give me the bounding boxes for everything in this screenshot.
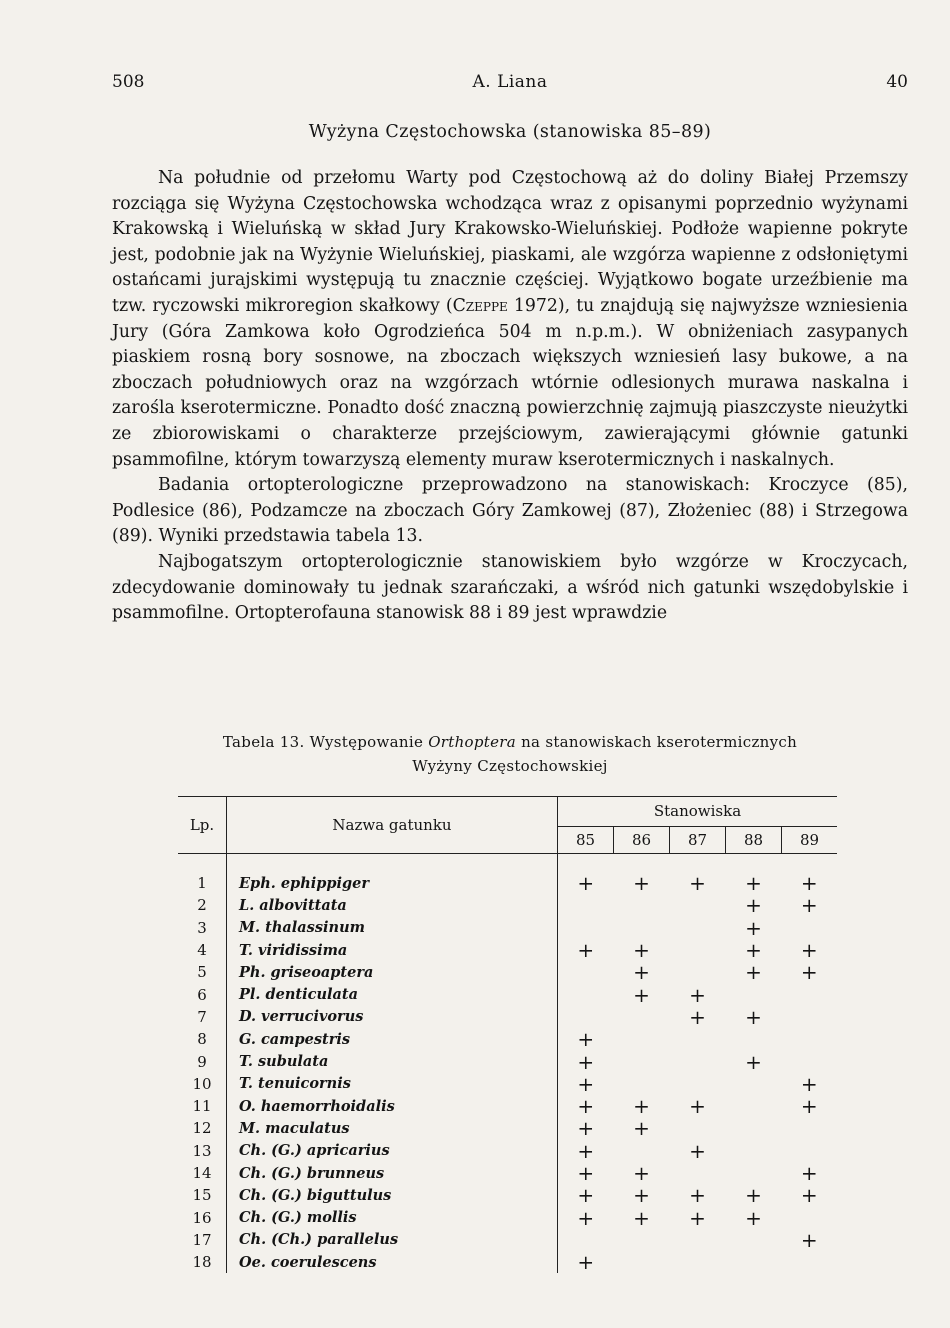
caption-suffix: na stanowiskach kserotermicznych xyxy=(516,733,798,751)
presence-mark: + xyxy=(577,1116,595,1141)
presence-mark: + xyxy=(689,1138,706,1163)
table-row xyxy=(178,872,837,894)
column-header-site: 88 xyxy=(726,826,782,853)
row-number: 14 xyxy=(178,1162,227,1184)
presence-mark: + xyxy=(689,1094,706,1119)
column-header-site: 89 xyxy=(782,826,838,853)
species-name: Ch. (G.) biguttulus xyxy=(227,1184,558,1206)
presence-mark: + xyxy=(633,960,650,985)
table-caption xyxy=(112,730,908,778)
presence-mark: + xyxy=(800,960,818,985)
presence-mark xyxy=(558,983,614,1005)
presence-mark: + xyxy=(577,1250,595,1275)
row-number: 17 xyxy=(178,1229,227,1251)
table-row xyxy=(178,1206,837,1228)
row-number: 4 xyxy=(178,939,227,961)
presence-mark xyxy=(614,1028,670,1050)
presence-mark xyxy=(558,1229,614,1251)
row-number: 8 xyxy=(178,1028,227,1050)
table-row xyxy=(178,1095,837,1117)
presence-mark: + xyxy=(800,1227,818,1252)
species-table xyxy=(178,796,837,1273)
row-number: 13 xyxy=(178,1140,227,1162)
presence-mark: + xyxy=(633,1094,650,1119)
table-row xyxy=(178,1140,837,1162)
presence-mark: + xyxy=(577,938,595,963)
presence-mark xyxy=(670,1229,726,1251)
column-header-site: 86 xyxy=(614,826,670,853)
presence-mark: + xyxy=(745,1004,762,1029)
table-row xyxy=(178,1184,837,1206)
species-name: Eph. ephippiger xyxy=(227,872,558,894)
presence-mark xyxy=(726,1140,782,1162)
presence-mark xyxy=(782,983,838,1005)
presence-mark: + xyxy=(745,893,762,918)
section-title: Wyżyna Częstochowska (stanowiska 85–89) xyxy=(308,122,712,142)
caption-prefix: Tabela 13. Występowanie xyxy=(222,733,429,751)
paragraph-text: Najbogatszym ortopterologicznie stanowiskiem było wzgórze w Kroczycach, zdecydowanie dominowały tu jednak szarańczaki, a wśród nich gatunki wszędobylskie i psammofilne. Ortopterofauna stanowisk 88 i 89 jest wprawdzie xyxy=(112,551,908,624)
body-text xyxy=(112,166,908,627)
species-name: Ch. (G.) brunneus xyxy=(227,1162,558,1184)
presence-mark xyxy=(614,894,670,916)
running-head xyxy=(112,72,908,96)
species-name: L. albovittata xyxy=(227,894,558,916)
row-number: 15 xyxy=(178,1184,227,1206)
page-number-right: 40 xyxy=(886,72,908,92)
presence-mark xyxy=(782,1006,838,1028)
presence-mark: + xyxy=(745,871,762,896)
presence-mark xyxy=(670,1251,726,1273)
presence-mark xyxy=(614,1050,670,1072)
presence-mark: + xyxy=(745,960,762,985)
paragraph-text: 1972), tu znajdują się najwyższe wzniesienia Jury (Góra Zamkowa koło Ogrodzieńca 504 m n.p.m.). W obniżeniach zasypanych piaskiem rosną bory sosnowe, na zboczach większych wzniesień lasy bukowe, a na zboczach południowych oraz na wzgórzach wtórnie odlesionych murawa naskalna i zarośla kserotermiczne. Ponadto dość znaczną powierzchnię zajmują piaszczyste nieużytki ze zbiorowiskami o charakterze przejściowym, zawierającymi głównie gatunki psammofilne, którym towarzyszą elementy muraw kserotermicznych i naskalnych. xyxy=(112,295,908,470)
presence-mark: + xyxy=(633,1183,650,1208)
presence-mark xyxy=(670,1073,726,1095)
presence-mark xyxy=(782,917,838,939)
presence-mark: + xyxy=(745,915,762,940)
table-row xyxy=(178,917,837,939)
presence-mark: + xyxy=(577,1138,595,1163)
presence-mark xyxy=(726,1028,782,1050)
species-name: M. thalassinum xyxy=(227,917,558,939)
presence-mark xyxy=(670,894,726,916)
presence-mark: + xyxy=(800,938,818,963)
presence-mark: + xyxy=(633,871,650,896)
presence-mark xyxy=(614,1251,670,1273)
row-number: 18 xyxy=(178,1251,227,1273)
table-spacer-row xyxy=(178,854,837,873)
presence-mark: + xyxy=(577,1027,595,1052)
presence-mark xyxy=(614,1006,670,1028)
species-name: T. viridissima xyxy=(227,939,558,961)
column-header-name: Nazwa gatunku xyxy=(227,797,558,854)
presence-mark: + xyxy=(577,1205,595,1230)
presence-mark: + xyxy=(800,893,818,918)
running-head-author: A. Liana xyxy=(472,72,548,92)
table-row xyxy=(178,1006,837,1028)
table-row xyxy=(178,894,837,916)
presence-mark xyxy=(614,1229,670,1251)
cited-author: Czeppe xyxy=(452,295,508,316)
row-number: 9 xyxy=(178,1050,227,1072)
presence-mark xyxy=(614,917,670,939)
presence-mark xyxy=(670,917,726,939)
column-header-site: 87 xyxy=(670,826,726,853)
presence-mark xyxy=(726,983,782,1005)
row-number: 10 xyxy=(178,1073,227,1095)
table-row xyxy=(178,1117,837,1139)
species-name: Ph. griseoaptera xyxy=(227,961,558,983)
caption-line2: Wyżyny Częstochowskiej xyxy=(412,757,608,775)
presence-mark xyxy=(782,1206,838,1228)
row-number: 7 xyxy=(178,1006,227,1028)
presence-mark: + xyxy=(577,1049,595,1074)
presence-mark: + xyxy=(577,1161,595,1185)
presence-mark xyxy=(614,1073,670,1095)
species-name: T. tenuicornis xyxy=(227,1073,558,1095)
row-number: 12 xyxy=(178,1117,227,1139)
table-body xyxy=(178,854,837,1274)
presence-mark xyxy=(726,1251,782,1273)
page-number-left: 508 xyxy=(112,72,145,92)
presence-mark: + xyxy=(577,871,595,896)
paragraph xyxy=(112,550,908,627)
table-row xyxy=(178,1073,837,1095)
presence-mark xyxy=(670,961,726,983)
paragraph-text: Na południe od przełomu Warty pod Częstochową aż do doliny Białej Przemszy rozciąga się Wyżyna Częstochowska wchodząca wraz z opisanymi poprzednio wyżynami Krakowską i Wieluńską w skład Jury Krakowsko-Wieluńskiej. Podłoże wapienne pokryte jest, podobnie jak na Wyżynie Wieluńskiej, piaskami, ale wzgórza wapienne z odsłoniętymi ostańcami jurajskimi występują tu znacznie częściej. Wyjątkowo bogate urzeźbienie ma tzw. ryczowski mikroregion skałkowy ( xyxy=(112,168,908,316)
presence-mark: + xyxy=(745,938,762,963)
column-header-lp: Lp. xyxy=(178,797,227,854)
presence-mark xyxy=(670,1162,726,1184)
species-name: Ch. (Ch.) parallelus xyxy=(227,1229,558,1251)
species-name: Pl. denticulata xyxy=(227,983,558,1005)
paragraph xyxy=(112,166,908,473)
table-row xyxy=(178,1050,837,1072)
table-row xyxy=(178,939,837,961)
caption-italic: Orthoptera xyxy=(428,733,517,751)
column-header-site: 85 xyxy=(558,826,614,853)
row-number: 3 xyxy=(178,917,227,939)
presence-mark xyxy=(726,1229,782,1251)
presence-mark: + xyxy=(800,1183,818,1208)
paragraph xyxy=(112,473,908,550)
table-row xyxy=(178,1229,837,1251)
table-row xyxy=(178,1028,837,1050)
presence-mark: + xyxy=(745,1205,762,1230)
row-number: 6 xyxy=(178,983,227,1005)
presence-mark: + xyxy=(633,1116,650,1141)
presence-mark xyxy=(782,1140,838,1162)
presence-mark xyxy=(726,1073,782,1095)
row-number: 5 xyxy=(178,961,227,983)
presence-mark xyxy=(782,1050,838,1072)
presence-mark xyxy=(670,1117,726,1139)
presence-mark xyxy=(670,1050,726,1072)
presence-mark xyxy=(782,1028,838,1050)
presence-mark xyxy=(558,894,614,916)
presence-mark: + xyxy=(577,1094,595,1119)
presence-mark: + xyxy=(689,1183,706,1208)
presence-mark: + xyxy=(689,982,706,1007)
table-row xyxy=(178,983,837,1005)
species-name: Oe. coerulescens xyxy=(227,1251,558,1273)
presence-mark: + xyxy=(633,1161,650,1185)
presence-mark: + xyxy=(689,1004,706,1029)
presence-mark: + xyxy=(689,871,706,896)
presence-mark: + xyxy=(745,1183,762,1208)
species-name: M. maculatus xyxy=(227,1117,558,1139)
presence-mark: + xyxy=(800,871,818,896)
presence-mark xyxy=(670,1028,726,1050)
presence-mark: + xyxy=(577,1183,595,1208)
presence-mark xyxy=(726,1117,782,1139)
species-name: D. verrucivorus xyxy=(227,1006,558,1028)
row-number: 16 xyxy=(178,1206,227,1228)
species-name: Ch. (G.) apricarius xyxy=(227,1140,558,1162)
presence-mark xyxy=(558,961,614,983)
presence-mark: + xyxy=(633,938,650,963)
presence-mark xyxy=(726,1162,782,1184)
table-row xyxy=(178,1162,837,1184)
presence-mark: + xyxy=(633,1205,650,1230)
presence-mark: + xyxy=(800,1161,818,1185)
species-name: G. campestris xyxy=(227,1028,558,1050)
table-row xyxy=(178,1251,837,1273)
presence-mark: + xyxy=(800,1071,818,1096)
paragraph-text: Badania ortopterologiczne przeprowadzono na stanowiskach: Kroczyce (85), Podlesice (86), Podzamcze na zboczach Góry Zamkowej (87), Złożeniec (88) i Strzegowa (89). Wyniki przedstawia tabela 13. xyxy=(112,475,908,547)
presence-mark xyxy=(726,1095,782,1117)
presence-mark: + xyxy=(577,1071,595,1096)
presence-mark xyxy=(670,939,726,961)
species-name: O. haemorrhoidalis xyxy=(227,1095,558,1117)
row-number: 11 xyxy=(178,1095,227,1117)
column-header-sites-group: Stanowiska xyxy=(558,797,838,827)
row-number: 2 xyxy=(178,894,227,916)
presence-mark xyxy=(782,1117,838,1139)
species-name: Ch. (G.) mollis xyxy=(227,1206,558,1228)
presence-mark: + xyxy=(745,1049,762,1074)
presence-mark: + xyxy=(800,1094,818,1119)
presence-mark: + xyxy=(689,1205,706,1230)
presence-mark xyxy=(614,1140,670,1162)
row-number: 1 xyxy=(178,872,227,894)
presence-mark xyxy=(782,1251,838,1273)
species-name: T. subulata xyxy=(227,1050,558,1072)
table-row xyxy=(178,961,837,983)
presence-mark xyxy=(558,917,614,939)
presence-mark: + xyxy=(633,982,650,1007)
presence-mark xyxy=(558,1006,614,1028)
